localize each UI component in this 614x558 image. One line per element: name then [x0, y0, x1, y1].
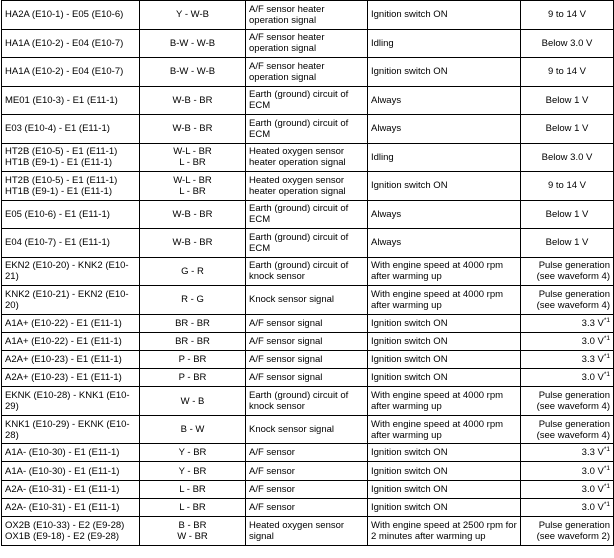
wiring-color-cell [140, 314, 246, 332]
terminal-text: HT1B (E9-1) - E1 (E11-1) [5, 157, 112, 169]
terminal-text: E05 (E10-6) - E1 (E11-1) [5, 208, 110, 220]
specified-value: Below 1 V [545, 208, 589, 220]
table-row [2, 517, 614, 546]
table-row [2, 444, 614, 462]
specified-value: 3.0 V [581, 335, 604, 347]
table-row [2, 58, 614, 87]
wiring-color-cell [140, 286, 246, 315]
specified-value: 3.3 V [581, 317, 604, 329]
wiring-color-cell [140, 369, 246, 387]
specified-value: 3.3 V [581, 447, 604, 459]
wiring-color-cell [140, 257, 246, 286]
ecm-terminal-table [1, 0, 614, 546]
condition-cell: Ignition switch ON [368, 369, 521, 387]
specified-condition-cell [521, 350, 614, 368]
specified-value: Below 3.0 V [541, 151, 593, 163]
wiring-color-text: L - BR [179, 501, 206, 513]
description-cell: Heated oxygen sensor heater operation signal [246, 143, 368, 172]
terminal-text: A2A- (E10-31) - E1 (E11-1) [5, 501, 120, 513]
terminal-cell [2, 517, 140, 546]
wiring-color-text: B - BR [178, 519, 207, 531]
condition-cell: With engine speed at 4000 rpm after warming up [368, 387, 521, 416]
terminal-text: OX2B (E10-33) - E2 (E9-28) [5, 519, 125, 531]
description-cell: A/F sensor [246, 498, 368, 516]
terminal-text: A1A+ (E10-22) - E1 (E11-1) [5, 317, 122, 329]
wiring-color-text: R - G [181, 294, 204, 306]
specified-condition-cell [521, 115, 614, 144]
footnote-marker: *1 [603, 334, 610, 342]
terminal-text: E03 (E10-4) - E1 (E11-1) [5, 123, 110, 135]
description-cell: A/F sensor [246, 462, 368, 480]
table-row [2, 29, 614, 58]
specified-condition-cell [521, 314, 614, 332]
description-cell: Knock sensor signal [246, 415, 368, 444]
terminal-cell [2, 257, 140, 286]
specified-condition-cell [521, 200, 614, 229]
footnote-marker: *1 [603, 371, 610, 378]
terminal-cell [2, 200, 140, 229]
footnote-marker: *1 [603, 446, 610, 454]
table-row [2, 143, 614, 172]
condition-cell: Always [368, 229, 521, 258]
specified-value: 9 to 14 V [547, 9, 587, 21]
condition-cell: Always [368, 86, 521, 115]
specified-condition-cell [521, 229, 614, 258]
specified-value: Pulse generation (see waveform 4) [536, 418, 610, 441]
terminal-cell [2, 498, 140, 516]
terminal-text: A1A+ (E10-22) - E1 (E11-1) [5, 335, 122, 347]
condition-cell: Ignition switch ON [368, 350, 521, 368]
description-cell: A/F sensor signal [246, 314, 368, 332]
description-cell: A/F sensor [246, 444, 368, 462]
specified-condition-cell [521, 444, 614, 462]
terminal-text: KNK1 (E10-29) - EKNK (E10- [5, 418, 130, 430]
wiring-color-cell [140, 29, 246, 58]
terminal-cell [2, 350, 140, 368]
wiring-color-text: L - BR [179, 483, 206, 495]
table-row [2, 387, 614, 416]
description-cell: A/F sensor heater operation signal [246, 1, 368, 30]
wiring-color-text: L - BR [179, 185, 206, 197]
wiring-color-cell [140, 229, 246, 258]
wiring-color-text: BR - BR [175, 335, 210, 347]
condition-cell: With engine speed at 4000 rpm after warming up [368, 286, 521, 315]
terminal-text: ME01 (E10-3) - E1 (E11-1) [5, 94, 118, 106]
terminal-text: HT2B (E10-5) - E1 (E11-1) [5, 146, 118, 158]
table-row [2, 86, 614, 115]
condition-cell: Ignition switch ON [368, 172, 521, 201]
specified-value: Pulse generation (see waveform 4) [536, 260, 610, 283]
terminal-cell [2, 415, 140, 444]
description-cell: A/F sensor signal [246, 369, 368, 387]
wiring-color-cell [140, 200, 246, 229]
wiring-color-text: W - B [180, 395, 205, 407]
terminal-text: 28) [5, 429, 19, 441]
terminal-text: KNK2 (E10-21) - EKN2 (E10- [5, 288, 129, 300]
specified-condition-cell [521, 1, 614, 30]
terminal-cell [2, 1, 140, 30]
table-row [2, 286, 614, 315]
terminal-cell [2, 29, 140, 58]
table-row [2, 115, 614, 144]
description-cell: Knock sensor signal [246, 286, 368, 315]
specified-value: 3.0 V [581, 465, 604, 477]
description-cell: A/F sensor signal [246, 350, 368, 368]
footnote-marker: *1 [603, 464, 610, 472]
specified-value: 9 to 14 V [547, 66, 587, 78]
wiring-color-text: Y - BR [178, 447, 207, 459]
description-cell: Earth (ground) circuit of ECM [246, 200, 368, 229]
description-cell: A/F sensor heater operation signal [246, 58, 368, 87]
wiring-color-cell [140, 143, 246, 172]
footnote-marker: *1 [603, 500, 610, 508]
condition-cell: Idling [368, 143, 521, 172]
wiring-color-text: P - BR [178, 372, 207, 384]
wiring-color-cell [140, 332, 246, 350]
table-row [2, 1, 614, 30]
specified-condition-cell [521, 172, 614, 201]
wiring-color-text: W - BR [177, 530, 208, 542]
specified-value: Below 1 V [545, 123, 589, 135]
terminal-cell [2, 172, 140, 201]
wiring-color-cell [140, 517, 246, 546]
terminal-text: EKNK (E10-28) - KNK1 (E10- [5, 390, 130, 401]
terminal-text: A2A- (E10-31) - E1 (E11-1) [5, 483, 120, 495]
description-cell: Earth (ground) circuit of knock sensor [246, 387, 368, 416]
wiring-color-text: L - BR [179, 157, 206, 169]
wiring-color-cell [140, 498, 246, 516]
footnote-marker: *1 [603, 316, 610, 324]
terminal-text: 21) [5, 271, 19, 283]
description-cell: Earth (ground) circuit of ECM [246, 86, 368, 115]
terminal-text: 29) [5, 401, 19, 412]
wiring-color-text: Y - BR [178, 465, 207, 477]
terminal-cell [2, 462, 140, 480]
terminal-cell [2, 86, 140, 115]
specified-condition-cell [521, 387, 614, 416]
condition-cell: Ignition switch ON [368, 480, 521, 498]
description-cell: A/F sensor [246, 480, 368, 498]
specified-value: Below 3.0 V [541, 37, 593, 49]
terminal-cell [2, 229, 140, 258]
wiring-color-cell [140, 415, 246, 444]
condition-cell: Ignition switch ON [368, 462, 521, 480]
table-row [2, 314, 614, 332]
wiring-color-cell [140, 462, 246, 480]
terminal-text: A1A- (E10-30) - E1 (E11-1) [5, 465, 120, 477]
specified-value: 3.0 V [581, 372, 604, 384]
terminal-cell [2, 480, 140, 498]
terminal-text: A2A+ (E10-23) - E1 (E11-1) [5, 372, 122, 384]
wiring-color-cell [140, 58, 246, 87]
terminal-text: HA1A (E10-2) - E04 (E10-7) [5, 37, 124, 49]
specified-value: Pulse generation (see waveform 4) [536, 390, 610, 412]
description-cell: Heated oxygen sensor heater operation signal [246, 172, 368, 201]
specified-value: Below 1 V [545, 94, 589, 106]
condition-cell: Always [368, 115, 521, 144]
condition-cell: Idling [368, 29, 521, 58]
condition-cell: Ignition switch ON [368, 332, 521, 350]
specified-value: Pulse generation (see waveform 2) [536, 519, 610, 542]
terminal-text: HA1A (E10-2) - E04 (E10-7) [5, 66, 124, 78]
description-cell: A/F sensor heater operation signal [246, 29, 368, 58]
table-row [2, 462, 614, 480]
description-cell: Earth (ground) circuit of knock sensor [246, 257, 368, 286]
specified-condition-cell [521, 86, 614, 115]
table-row [2, 415, 614, 444]
terminal-cell [2, 314, 140, 332]
wiring-color-text: B-W - W-B [169, 66, 216, 78]
table-row [2, 369, 614, 387]
wiring-color-cell [140, 350, 246, 368]
terminal-cell [2, 286, 140, 315]
wiring-color-cell [140, 1, 246, 30]
table-body [2, 1, 614, 546]
condition-cell: Ignition switch ON [368, 1, 521, 30]
terminal-text: HA2A (E10-1) - E05 (E10-6) [5, 9, 124, 21]
wiring-color-cell [140, 480, 246, 498]
terminal-text: 20) [5, 299, 19, 311]
description-cell: A/F sensor signal [246, 332, 368, 350]
wiring-color-text: W-B - BR [172, 208, 213, 220]
table-row [2, 200, 614, 229]
terminal-text: HT2B (E10-5) - E1 (E11-1) [5, 174, 118, 186]
condition-cell: Ignition switch ON [368, 314, 521, 332]
terminal-cell [2, 143, 140, 172]
terminal-text: A1A- (E10-30) - E1 (E11-1) [5, 447, 120, 459]
terminal-cell [2, 369, 140, 387]
description-cell: Heated oxygen sensor signal [246, 517, 368, 546]
wiring-color-text: B-W - W-B [169, 37, 216, 49]
terminal-cell [2, 58, 140, 87]
terminal-text: HT1B (E9-1) - E1 (E11-1) [5, 185, 112, 197]
table-row [2, 172, 614, 201]
specified-condition-cell [521, 29, 614, 58]
condition-cell: Ignition switch ON [368, 498, 521, 516]
specified-condition-cell [521, 257, 614, 286]
description-cell: Earth (ground) circuit of ECM [246, 115, 368, 144]
wiring-color-text: BR - BR [175, 317, 210, 329]
terminal-cell [2, 444, 140, 462]
terminal-text: OX1B (E9-18) - E2 (E9-28) [5, 530, 120, 542]
specified-condition-cell [521, 517, 614, 546]
specified-condition-cell [521, 462, 614, 480]
specified-condition-cell [521, 369, 614, 387]
wiring-color-text: G - R [181, 265, 204, 277]
table-row [2, 480, 614, 498]
wiring-color-text: B - W [180, 424, 205, 435]
terminal-text: EKN2 (E10-20) - KNK2 (E10- [5, 260, 129, 272]
terminal-text: A2A+ (E10-23) - E1 (E11-1) [5, 353, 122, 365]
wiring-color-cell [140, 86, 246, 115]
wiring-color-text: W-B - BR [172, 237, 213, 249]
specified-value: 3.3 V [581, 353, 604, 365]
specified-value: 9 to 14 V [547, 180, 587, 192]
wiring-color-text: P - BR [178, 353, 207, 365]
specified-condition-cell [521, 58, 614, 87]
specified-condition-cell [521, 286, 614, 315]
specified-condition-cell [521, 480, 614, 498]
table-row [2, 498, 614, 516]
wiring-color-text: W-L - BR [173, 174, 212, 186]
specified-condition-cell [521, 415, 614, 444]
table-row [2, 332, 614, 350]
specified-value: 3.0 V [581, 501, 604, 513]
specified-value: Below 1 V [545, 237, 589, 249]
wiring-color-text: W-B - BR [172, 123, 213, 135]
table-row [2, 229, 614, 258]
terminal-cell [2, 332, 140, 350]
specified-value: Pulse generation (see waveform 4) [536, 288, 610, 311]
condition-cell: With engine speed at 4000 rpm after warming up [368, 415, 521, 444]
wiring-color-cell [140, 444, 246, 462]
footnote-marker: *1 [603, 482, 610, 490]
condition-cell: With engine speed at 4000 rpm after warming up [368, 257, 521, 286]
wiring-color-text: Y - W-B [176, 9, 209, 21]
terminal-cell [2, 115, 140, 144]
specified-condition-cell [521, 143, 614, 172]
wiring-color-text: W-L - BR [173, 146, 212, 158]
table-row [2, 350, 614, 368]
condition-cell: Ignition switch ON [368, 444, 521, 462]
description-cell: Earth (ground) circuit of ECM [246, 229, 368, 258]
terminal-text: E04 (E10-7) - E1 (E11-1) [5, 237, 110, 249]
terminal-cell [2, 387, 140, 416]
wiring-color-text: W-B - BR [172, 94, 213, 106]
condition-cell: Ignition switch ON [368, 58, 521, 87]
condition-cell: With engine speed at 2500 rpm for 2 minutes after warming up [368, 517, 521, 546]
footnote-marker: *1 [603, 352, 610, 360]
table-row [2, 257, 614, 286]
wiring-color-cell [140, 115, 246, 144]
wiring-color-cell [140, 172, 246, 201]
specified-condition-cell [521, 498, 614, 516]
condition-cell: Always [368, 200, 521, 229]
specified-condition-cell [521, 332, 614, 350]
specified-value: 3.0 V [581, 483, 604, 495]
wiring-color-cell [140, 387, 246, 416]
